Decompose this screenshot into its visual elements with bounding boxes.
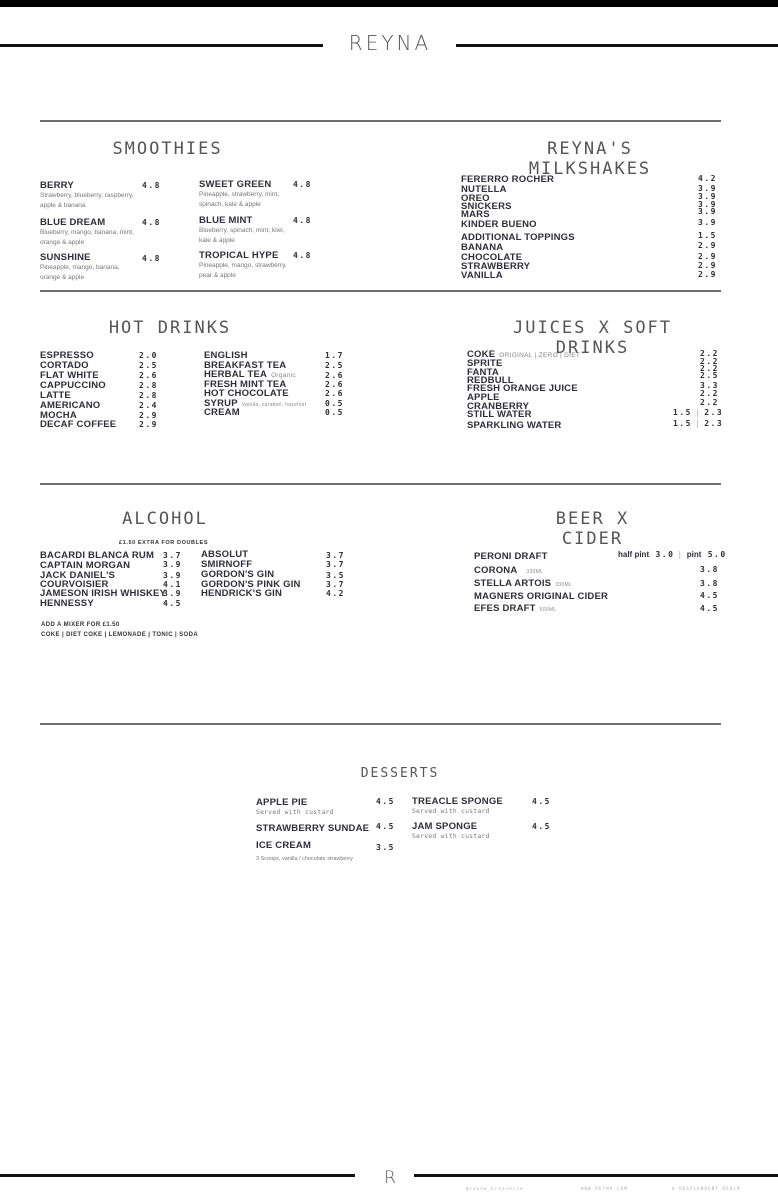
section-title-soft-drinks: JUICES X SOFT DRINKS [512,318,673,358]
menu-item [467,410,532,420]
item-price: 1.5 | 2.3 [673,419,724,428]
item-name: BLUE DREAM [40,217,106,228]
footer-tagline: A RESPLENDENT REALM [672,1186,741,1191]
item-name: CHOCOLATE [461,252,523,263]
item-name: SUNSHINE [40,252,91,263]
item-name: SYRUP Vanilla, caramel, hazelnut [204,398,307,409]
item-name: JAMESON IRISH WHISKEY [40,588,167,599]
item-name: BANANA [461,242,504,253]
top-bar [0,0,778,7]
item-name: NUTELLA [461,184,507,195]
item-price: 2.6 [325,380,344,389]
menu-item [40,253,135,283]
item-price: 2.9 [698,241,717,250]
item-name: MOCHA [40,410,77,421]
item-price: 4.8 [293,251,312,260]
item-price: 3.5 [326,571,345,580]
item-description: Pineapple, strawberry, mint, spinach, kale & apple [199,191,280,208]
item-description: 3 Scoops, vanilla / chocolate strawberry [256,856,353,862]
item-name: ENGLISH [204,350,248,361]
item-price: 4.1 [163,580,182,589]
item-name: CAPTAIN MORGAN [40,560,131,571]
item-price: 3.9 [163,571,182,580]
item-price: 3.8 [700,579,719,588]
item-price: 4.8 [142,254,161,263]
item-name: STILL WATER [467,409,532,420]
item-price: 3.9 [698,207,717,216]
item-price: 2.8 [139,381,158,390]
section-divider [40,290,721,292]
menu-item [412,797,503,817]
footer-rule-left [0,1174,355,1177]
item-price: 3.7 [326,551,345,560]
item-price: 2.5 [139,361,158,370]
footer-monogram: R [384,1168,396,1188]
item-name: HENNESSY [40,598,94,609]
item-price: 0.5 [325,399,344,408]
item-note: 500ML [539,607,557,613]
item-name: GORDON'S PINK GIN [201,579,301,590]
item-price: 4.8 [293,216,312,225]
item-description: Served with custard [412,833,490,840]
item-price: 1.7 [325,351,344,360]
section-title-smoothies: SMOOTHIES [112,139,223,159]
item-name: ABSOLUT [201,549,249,560]
item-price: 3.9 [698,184,717,193]
menu-item [256,841,353,864]
item-name: HOT CHOCOLATE [204,388,289,399]
item-name: ICE CREAM [256,840,312,851]
item-name: COKE ORIGINAL | ZERO | DIET [467,349,581,360]
item-name: MAGNERS ORIGINAL CIDER [474,591,609,602]
item-price: 3.7 [326,580,345,589]
item-price: 4.8 [142,218,161,227]
item-name: CORTADO [40,360,89,371]
item-price: 2.9 [139,411,158,420]
item-description: Served with custard [256,809,334,816]
section-title-milkshakes: REYNA'S MILKSHAKES [528,139,652,179]
item-price: 2.2 [700,398,719,407]
item-price: 2.8 [139,391,158,400]
item-price: 2.0 [139,351,158,360]
header-rule-right [456,44,778,47]
item-name: AMERICANO [40,400,101,411]
section-title-alcohol: ALCOHOL [122,509,208,529]
item-note: 330ML [526,569,544,575]
item-name: FLAT WHITE [40,370,99,381]
half-pint-label: half pint [618,550,650,559]
item-name: STRAWBERRY [461,261,531,272]
item-price: 2.2 [700,349,719,358]
item-name: BLUE MINT [199,215,253,226]
item-name: SWEET GREEN [199,179,272,190]
item-note: Vanilla, caramel, hazelnut [241,402,307,408]
item-description: Served with custard [412,808,490,815]
menu-item [256,824,369,834]
item-price: 3.9 [163,560,182,569]
section-title-desserts: DESSERTS [360,766,440,781]
price-separator: | [694,408,702,417]
menu-item [412,822,490,842]
item-price: 3.9 [698,200,717,209]
doubles-note: £1.50 EXTRA FOR DOUBLES [119,540,209,546]
header-rule-left [0,44,323,47]
menu-item [474,604,556,615]
item-price: 4.2 [326,589,345,598]
item-name: MARS [461,209,490,220]
item-price: 4.5 [376,797,395,806]
section-title-beer-cider: BEER X CIDER [555,509,630,549]
item-price: 1.5 [698,231,717,240]
price-separator: | [694,419,702,428]
item-name: CAPPUCCINO [40,380,106,391]
item-description: Blueberry, mango, banana, mint, orange & apple [40,229,134,246]
item-price: 0.5 [325,408,344,417]
item-price: 2.6 [325,389,344,398]
pint-label: pint [686,550,702,559]
section-divider [40,723,721,725]
item-price: 3.7 [326,560,345,569]
item-price: 2.9 [698,270,717,279]
item-name: CORONA 330ML [474,565,544,576]
item-price: 4.8 [293,180,312,189]
section-divider [40,483,721,485]
item-price: 2.2 [700,389,719,398]
item-name: APPLE [467,392,500,403]
item-name: BERRY [40,180,74,191]
item-price: half pint 3.0 | pint 5.0 [618,550,727,559]
menu-item [40,181,135,211]
item-price: 3.9 [163,589,182,598]
footer-social-handle[interactable]: @reyna_brasserie [466,1186,524,1191]
item-price: 4.2 [698,174,717,183]
menu-item [199,216,294,246]
item-price: 3.9 [698,218,717,227]
item-name: CRANBERRY [467,401,530,412]
item-price: 3.5 [376,843,395,852]
item-name: JACK DANIEL'S [40,570,116,581]
item-price: 4.5 [532,822,551,831]
item-price: 3.7 [163,551,182,560]
item-price: 2.6 [325,371,344,380]
item-price: 3.8 [700,565,719,574]
item-name: SMIRNOFF [201,559,253,570]
item-name: HENDRICK'S GIN [201,588,283,599]
menu-item [40,420,116,430]
item-name: APPLE PIE [256,797,308,808]
item-description: Strawberry, blueberry, raspberry, apple & banana [40,192,134,209]
item-description: Pineapple, mango, strawberry, pear & apple [199,262,287,279]
item-name: TREACLE SPONGE [412,796,503,807]
item-name: BREAKFAST TEA [204,360,287,371]
item-price: 2.4 [139,401,158,410]
section-divider [40,120,721,122]
item-name: STRAWBERRY SUNDAE [256,823,370,834]
item-name: JAM SPONGE [412,821,478,832]
item-description: Pineapple, mango, banana, orange & apple [40,264,120,281]
brand-logo: REYNA [348,31,432,55]
menu-item [461,271,503,281]
item-price: 4.5 [532,797,551,806]
item-price: 4.8 [142,181,161,190]
menu-item [199,251,297,281]
item-price: 2.5 [325,361,344,370]
item-name: SNICKERS [461,201,512,212]
menu-item [474,592,608,602]
item-price: 1.5 | 2.3 [673,408,724,417]
item-price: 2.2 [700,364,719,373]
section-title-hot-drinks: HOT DRINKS [108,318,232,338]
menu-item [461,220,537,230]
item-note: Organic [271,372,296,379]
item-name: HERBAL TEA Organic [204,369,296,380]
item-price: 2.9 [698,261,717,270]
item-name: KINDER BUENO [461,219,537,230]
item-name: SPRITE [467,358,503,369]
item-note: 330ML [555,582,572,588]
item-price: 2.9 [698,252,717,261]
menu-item [474,566,543,577]
price-separator: | [677,550,684,559]
item-price: 3.3 [700,381,719,390]
item-price: 4.5 [376,822,395,831]
item-price: 4.5 [700,604,719,613]
menu-item [474,579,572,590]
item-name: COURVOISIER [40,579,109,590]
item-name: BACARDI BLANCA RUM [40,550,155,561]
mixer-options: COKE | DIET COKE | LEMONADE | TONIC | SODA [41,632,199,638]
item-name: SPARKLING WATER [467,420,562,431]
item-price: 2.9 [139,420,158,429]
item-price: 4.5 [700,591,719,600]
item-name: VANILLA [461,270,503,281]
item-name: DECAF COFFEE [40,419,117,430]
item-price: 2.2 [700,357,719,366]
item-price: 2.5 [700,371,719,380]
menu-item [199,180,294,210]
footer-website-link[interactable]: WWW.REYNA.COM [581,1186,628,1191]
item-name: EFES DRAFT 500ML [474,603,557,614]
menu-item [256,798,334,818]
item-price: 4.5 [163,599,182,608]
item-description: Blueberry, spinach, mint, kiwi, kale & apple [199,227,285,244]
item-name: FRESH MINT TEA [204,379,287,390]
item-price: 3.9 [698,192,717,201]
item-price: 2.6 [139,371,158,380]
item-name: LATTE [40,390,71,401]
menu-item [40,599,94,609]
menu-item [474,552,548,562]
item-name: CREAM [204,407,240,418]
menu-item [201,589,282,599]
item-name: STELLA ARTOIS 330ML [474,578,572,589]
item-name: ESPRESSO [40,350,94,361]
item-name: ADDITIONAL TOPPINGS [461,232,575,243]
menu-item [40,218,135,248]
item-note: ORIGINAL | ZERO | DIET [499,352,581,359]
footer-rule-right [414,1174,778,1177]
item-name: FANTA [467,367,499,378]
item-name: FERERRO ROCHER [461,174,555,185]
item-name: REDBULL [467,375,514,386]
item-name: TROPICAL HYPE [199,250,279,261]
item-name: FRESH ORANGE JUICE [467,383,578,394]
menu-item [204,408,240,418]
item-name: GORDON'S GIN [201,569,275,580]
item-name: OREO [461,193,490,204]
mixer-title: ADD A MIXER FOR £1.50 [41,622,120,628]
menu-item [467,421,561,431]
item-name: PERONI DRAFT [474,551,548,562]
